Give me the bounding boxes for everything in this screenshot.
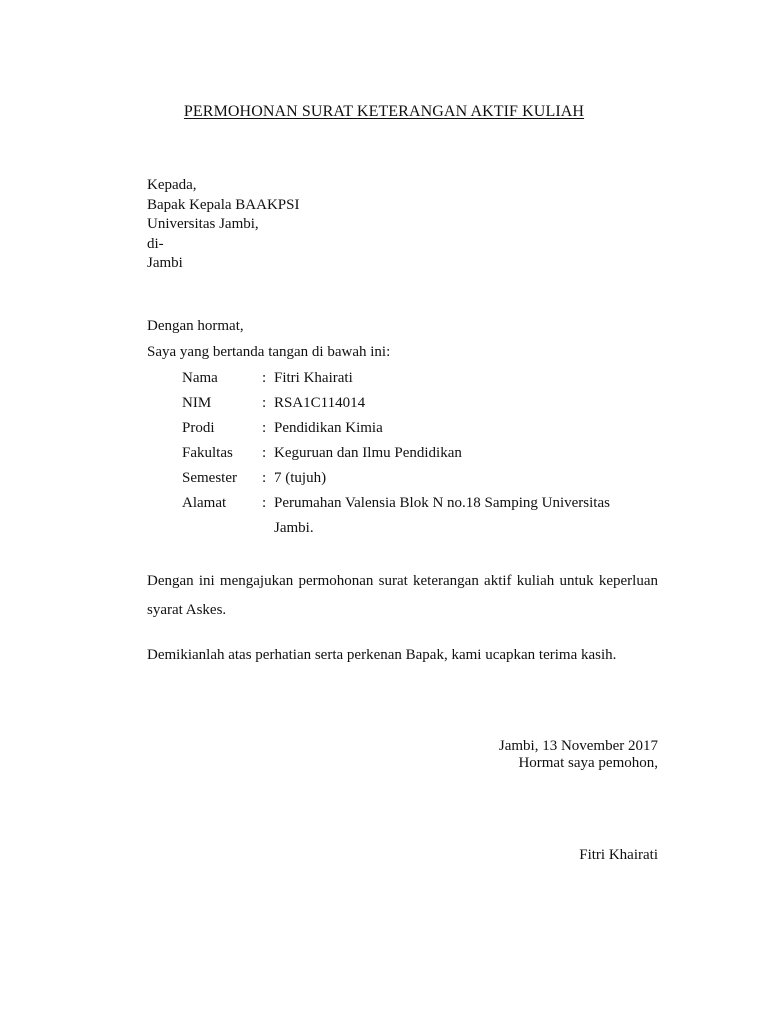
identity-colon: : [262,420,267,436]
identity-colon: : [262,470,267,486]
recipient-line: Jambi [147,255,183,271]
sign-off: Hormat saya pemohon, [518,755,658,771]
identity-value: Keguruan dan Ilmu Pendidikan [274,445,462,461]
request-paragraph: Dengan ini mengajukan permohonan surat keterangan aktif kuliah untuk keperluan syarat Askes. [147,573,658,618]
identity-colon: : [262,495,267,511]
identity-value: Pendidikan Kimia [274,420,383,436]
identity-label: Prodi [182,420,215,436]
identity-row-nama [182,369,652,394]
identity-colon: : [262,370,267,386]
recipient-line: Universitas Jambi, [147,216,259,232]
greeting: Dengan hormat, [147,318,244,334]
letter-title: PERMOHONAN SURAT KETERANGAN AKTIF KULIAH [183,103,585,120]
recipient-line: Kepada, [147,177,197,193]
identity-label: Nama [182,370,218,386]
identity-row-fakultas [182,444,652,469]
identity-colon: : [262,395,267,411]
place-date: Jambi, 13 November 2017 [498,738,658,754]
recipient-line: di- [147,235,164,252]
identity-value: Fitri Khairati [274,370,353,386]
identity-value: 7 (tujuh) [274,470,327,486]
identity-label: Fakultas [182,445,233,461]
recipient-block [147,176,299,274]
closing-paragraph: Demikianlah atas perhatian serta perkenan Bapak, kami ucapkan terima kasih. [147,647,617,663]
identity-value: Perumahan Valensia Blok N no.18 Samping Universitas Jambi. [274,495,610,536]
identity-row-prodi [182,419,652,444]
identity-value: RSA1C114014 [274,395,366,411]
identity-label: NIM [182,395,212,411]
identity-label: Alamat [182,495,227,511]
identity-table [182,369,652,541]
identity-colon: : [262,445,267,461]
signer-name: Fitri Khairati [579,847,658,863]
identity-row-nim [182,394,652,419]
intro-text: Saya yang bertanda tangan di bawah ini: [147,344,391,360]
identity-row-alamat [182,494,652,541]
signature-block [499,738,658,772]
identity-label: Semester [182,470,237,486]
recipient-line: Bapak Kepala BAAKPSI [147,196,300,213]
